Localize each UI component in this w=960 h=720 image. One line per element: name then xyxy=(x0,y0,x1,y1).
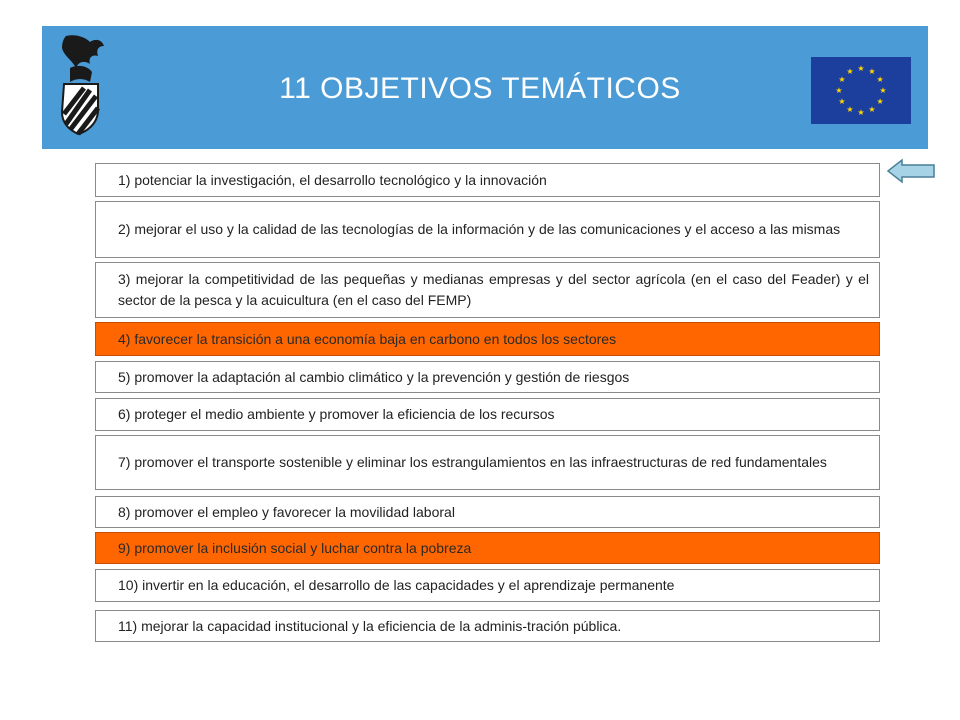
objective-item-6 xyxy=(95,398,880,431)
objective-item-3 xyxy=(95,262,880,318)
objective-item-11 xyxy=(95,610,880,642)
eu-star-icon: ★ xyxy=(857,64,865,73)
objective-text: 4) favorecer la transición a una economía baja en carbono en todos los sectores xyxy=(118,330,617,347)
objective-item-10 xyxy=(95,569,880,602)
objective-item-2 xyxy=(95,201,880,258)
objective-text: 9) promover la inclusión social y luchar contra la pobreza xyxy=(118,539,472,556)
eu-star-icon: ★ xyxy=(846,66,854,76)
objective-item-7 xyxy=(95,435,880,490)
objective-text: 2) mejorar el uso y la calidad de las tecnologías de la información y de las comunicaciones y el acceso a las mismas xyxy=(118,221,841,237)
eu-star-icon: ★ xyxy=(838,75,846,84)
eu-star-icon: ★ xyxy=(876,75,884,84)
objective-item-1 xyxy=(95,163,880,197)
eu-star-icon: ★ xyxy=(838,97,846,106)
objective-text: 11) mejorar la capacidad institucional y la eficiencia de la adminis-tración pública. xyxy=(118,617,622,634)
objective-text: 7) promover el transporte sostenible y eliminar los estrangulamientos en las infraestructuras de red fundamentales xyxy=(118,454,827,470)
page-title: 11 OBJETIVOS TEMÁTICOS xyxy=(279,72,681,105)
objective-item-5 xyxy=(95,361,880,393)
eu-star-icon: ★ xyxy=(857,108,865,117)
objective-item-4 xyxy=(95,322,880,356)
objective-text: 6) proteger el medio ambiente y promover la eficiencia de los recursos xyxy=(118,406,555,422)
eu-star-icon: ★ xyxy=(868,105,876,115)
back-arrow-icon[interactable] xyxy=(886,158,936,184)
eu-star-icon: ★ xyxy=(876,97,884,106)
eu-star-icon: ★ xyxy=(846,105,854,115)
objective-text: 10) invertir en la educación, el desarrollo de las capacidades y el aprendizaje permanente xyxy=(118,577,675,593)
eu-flag-icon xyxy=(811,57,911,124)
eu-star-icon: ★ xyxy=(835,86,843,95)
objective-item-8 xyxy=(95,496,880,528)
eu-star-icon: ★ xyxy=(879,86,887,95)
objective-item-9 xyxy=(95,532,880,564)
objective-text: 8) promover el empleo y favorecer la movilidad laboral xyxy=(118,503,455,520)
objective-text: 1) potenciar la investigación, el desarrollo tecnológico y la innovación xyxy=(118,171,547,188)
objective-text: 5) promover la adaptación al cambio climático y la prevención y gestión de riesgos xyxy=(118,368,630,385)
eu-star-icon: ★ xyxy=(868,66,876,76)
objective-text: 3) mejorar la competitividad de las pequeñas y medianas empresas y del sector agrícola (en el caso del Feader) y el sector de la pesca y la acuicultura (en el caso del FEMP) xyxy=(118,271,869,308)
